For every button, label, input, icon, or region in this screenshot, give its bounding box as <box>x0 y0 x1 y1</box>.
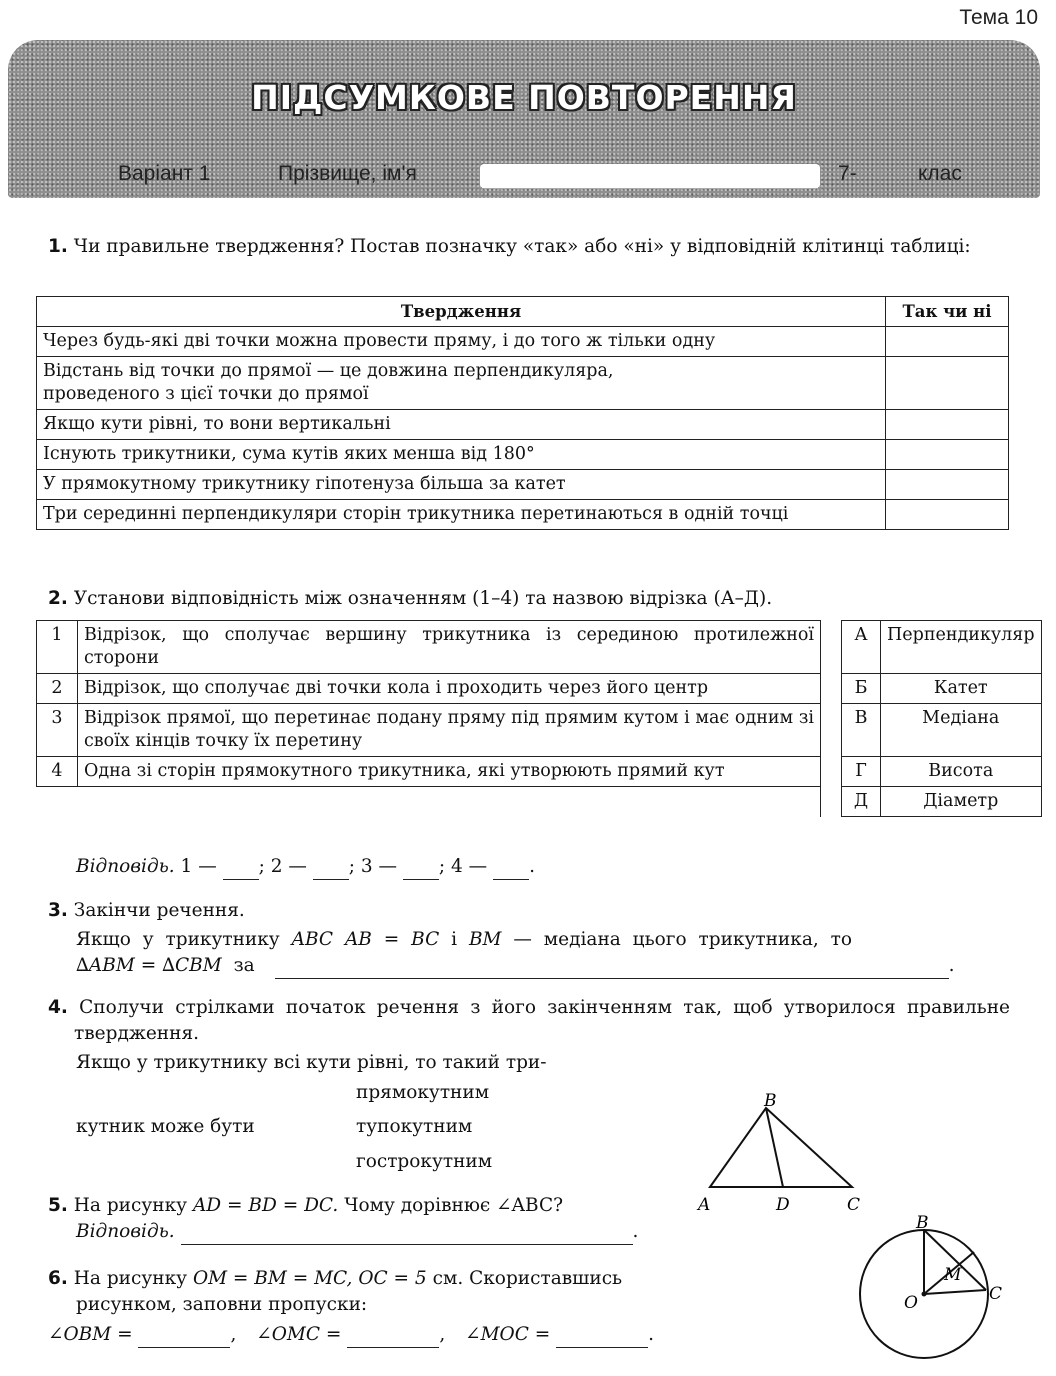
question-number: 5. <box>48 1195 68 1216</box>
question-number: 3. <box>48 900 68 921</box>
sentence-text: за <box>233 955 255 976</box>
spacer <box>821 621 842 674</box>
student-info-strip <box>8 158 1040 198</box>
option-acute-triangle[interactable]: гострокутним <box>356 1151 493 1172</box>
definition-number: 1 <box>37 621 78 674</box>
definition-text: Відрізок, що сполучає дві точки кола і проходить через його центр <box>78 674 821 704</box>
point-label-m: M <box>944 1265 962 1285</box>
column-header-answer: Так чи ні <box>886 297 1009 327</box>
term-text: Перпендикуляр <box>881 621 1042 674</box>
sentence-start-2: кутник може бути <box>76 1116 255 1137</box>
angle-label: ∠OMC = <box>256 1324 342 1345</box>
question-3 <box>48 898 1010 979</box>
answer-item: ; 2 — <box>258 856 307 877</box>
answer-item: ; 3 — <box>348 856 398 877</box>
point-label-b: B <box>916 1213 929 1233</box>
point-label-o: O <box>904 1293 918 1313</box>
answer-cell[interactable] <box>886 440 1009 470</box>
answer-blank[interactable] <box>556 1327 648 1348</box>
statement-cell: Три серединні перпендикуляри сторін трикутника перетинаються в одній точці <box>37 500 886 530</box>
question-6 <box>48 1266 668 1318</box>
definition-text: Одна зі сторін прямокутного трикутника, які утворюють прямий кут <box>78 757 821 787</box>
table-row <box>37 704 1042 757</box>
term-letter: А <box>842 621 881 674</box>
center-point <box>922 1292 927 1297</box>
pupil-name-field[interactable] <box>480 164 820 189</box>
option-obtuse-triangle[interactable]: тупокутним <box>356 1116 473 1137</box>
answer-blank[interactable] <box>138 1327 230 1348</box>
sentence-start-1: Якщо у трикутнику всі кути рівні, то такий три- <box>76 1052 547 1073</box>
matching-table <box>36 620 1042 817</box>
spacer <box>821 674 842 704</box>
table-row <box>37 470 1009 500</box>
term-letter: В <box>842 704 881 757</box>
question-title: Закінчи речення. <box>73 900 245 921</box>
question-text: Чому дорівнює ∠ABC? <box>344 1195 564 1216</box>
spacer <box>37 787 78 817</box>
sentence-text: — медіана цього трикутника, то <box>513 929 852 950</box>
angle-label: ∠OBM = <box>48 1324 133 1345</box>
answer-blank[interactable] <box>275 958 949 979</box>
answer-blank[interactable] <box>403 859 439 880</box>
answer-blank[interactable] <box>223 859 259 880</box>
table-row <box>37 757 1042 787</box>
spacer <box>821 787 842 817</box>
definition-number: 4 <box>37 757 78 787</box>
sentence-text: Якщо у трикутнику <box>76 929 280 950</box>
point-label-d: D <box>776 1195 790 1215</box>
segment-oc <box>924 1290 986 1294</box>
answer-blank[interactable] <box>313 859 349 880</box>
statement-cell: У прямокутному трикутнику гіпотенуза більша за катет <box>37 470 886 500</box>
statement-cell: Відстань від точки до прямої — це довжина перпендикуляра, проведеного з цієї точки до прямої <box>37 357 886 410</box>
term-text: Висота <box>881 757 1042 787</box>
sentence-text: , <box>230 1324 237 1345</box>
triangle-name: ABC <box>291 929 334 950</box>
question-text: см. Скориставшись рисунком, заповни пропуски: <box>76 1268 623 1315</box>
variant-label: Варіант 1 <box>118 162 211 185</box>
question-4 <box>48 995 1010 1047</box>
statement-cell: Якщо кути рівні, то вони вертикальні <box>37 410 886 440</box>
angle-blanks <box>48 1322 688 1348</box>
answer-item: 1 — <box>180 856 217 877</box>
question-1 <box>48 234 1010 260</box>
spacer <box>78 787 821 817</box>
answer-item: ; 4 — <box>438 856 488 877</box>
definition-text: Відрізок прямої, що перетинає подану пряму під прямим кутом і має одним зі своїх кінців точку їх перетину <box>78 704 821 757</box>
condition: AD = BD = DC. <box>192 1195 339 1216</box>
question-text: Установи відповідність між означенням (1–4) та назвою відрізка (А–Д). <box>73 588 773 609</box>
term-text: Медіана <box>881 704 1042 757</box>
condition: OM = BM = MC, <box>192 1268 353 1289</box>
statements-table <box>36 296 1009 530</box>
condition: OC = 5 <box>358 1268 427 1289</box>
answer-blank[interactable] <box>347 1327 439 1348</box>
point-label-a: A <box>698 1195 711 1215</box>
question-number: 1. <box>48 236 68 257</box>
angle-label: ∠MOC = <box>465 1324 551 1345</box>
pupil-name-label: Прізвище, ім'я <box>278 162 417 185</box>
table-row <box>37 621 1042 674</box>
option-right-triangle[interactable]: прямокутним <box>356 1082 490 1103</box>
table-row <box>37 440 1009 470</box>
answer-blank[interactable] <box>493 859 529 880</box>
statement-cell: Через будь-які дві точки можна провести пряму, і до того ж тільки одну <box>37 327 886 357</box>
term-letter: Г <box>842 757 881 787</box>
table-row <box>37 327 1009 357</box>
answer-line-q2 <box>76 854 776 880</box>
grade-label: клас <box>918 162 962 185</box>
circle-figure <box>856 1208 1036 1368</box>
table-row <box>37 357 1009 410</box>
answer-cell[interactable] <box>886 327 1009 357</box>
segment-bd <box>766 1108 783 1187</box>
sentence-text: . <box>948 955 955 976</box>
answer-cell[interactable] <box>886 410 1009 440</box>
question-text: Сполучи стрілками початок речення з його закінченням так, щоб утворилося правильне твердження. <box>74 997 1010 1044</box>
answer-cell[interactable] <box>886 357 1009 410</box>
table-row <box>37 410 1009 440</box>
median-name: BM <box>468 929 502 950</box>
statement-cell: Існують трикутники, сума кутів яких менша від 180° <box>37 440 886 470</box>
answer-label: Відповідь. <box>76 856 175 877</box>
question-5 <box>48 1193 668 1245</box>
condition: AB = BC <box>344 929 440 950</box>
answer-blank[interactable] <box>181 1224 633 1245</box>
answer-cell[interactable] <box>886 470 1009 500</box>
term-text: Діаметр <box>881 787 1042 817</box>
table-row <box>37 674 1042 704</box>
answer-item: . <box>529 856 535 877</box>
point-label-c: C <box>847 1195 861 1215</box>
table-row <box>37 787 1042 817</box>
column-header-statement: Твердження <box>37 297 886 327</box>
definition-number: 2 <box>37 674 78 704</box>
question-number: 2. <box>48 588 68 609</box>
point-label-b: B <box>764 1091 777 1111</box>
table-row <box>37 500 1009 530</box>
sentence-text: . <box>632 1221 639 1242</box>
congruence: ∆ABM = ∆CBM <box>76 955 222 976</box>
point-label-c: C <box>989 1284 1003 1304</box>
definition-number: 3 <box>37 704 78 757</box>
page-title: ПІДСУМКОВЕ ПОВТОРЕННЯ <box>251 78 797 117</box>
definition-text: Відрізок, що сполучає вершину трикутника із серединою протилежної сторони <box>78 621 821 674</box>
question-number: 6. <box>48 1268 68 1289</box>
title-banner <box>8 40 1040 198</box>
term-letter: Б <box>842 674 881 704</box>
grade-number: 7- <box>838 162 857 185</box>
topic-label: Тема 10 <box>959 6 1038 29</box>
sentence-text: , <box>439 1324 446 1345</box>
sentence-text: і <box>451 929 458 950</box>
spacer <box>821 757 842 787</box>
term-letter: Д <box>842 787 881 817</box>
spacer <box>821 704 842 757</box>
triangle-figure <box>690 1088 870 1218</box>
question-text: На рисунку <box>73 1195 188 1216</box>
question-text: Чи правильне твердження? Постав позначку «так» або «ні» у відповідній клітинці таблиці: <box>73 236 971 257</box>
sentence-text: . <box>648 1324 655 1345</box>
question-number: 4. <box>48 997 68 1018</box>
answer-cell[interactable] <box>886 500 1009 530</box>
question-text: На рисунку <box>73 1268 188 1289</box>
question-2 <box>48 586 1010 612</box>
answer-label: Відповідь. <box>76 1221 175 1242</box>
term-text: Катет <box>881 674 1042 704</box>
